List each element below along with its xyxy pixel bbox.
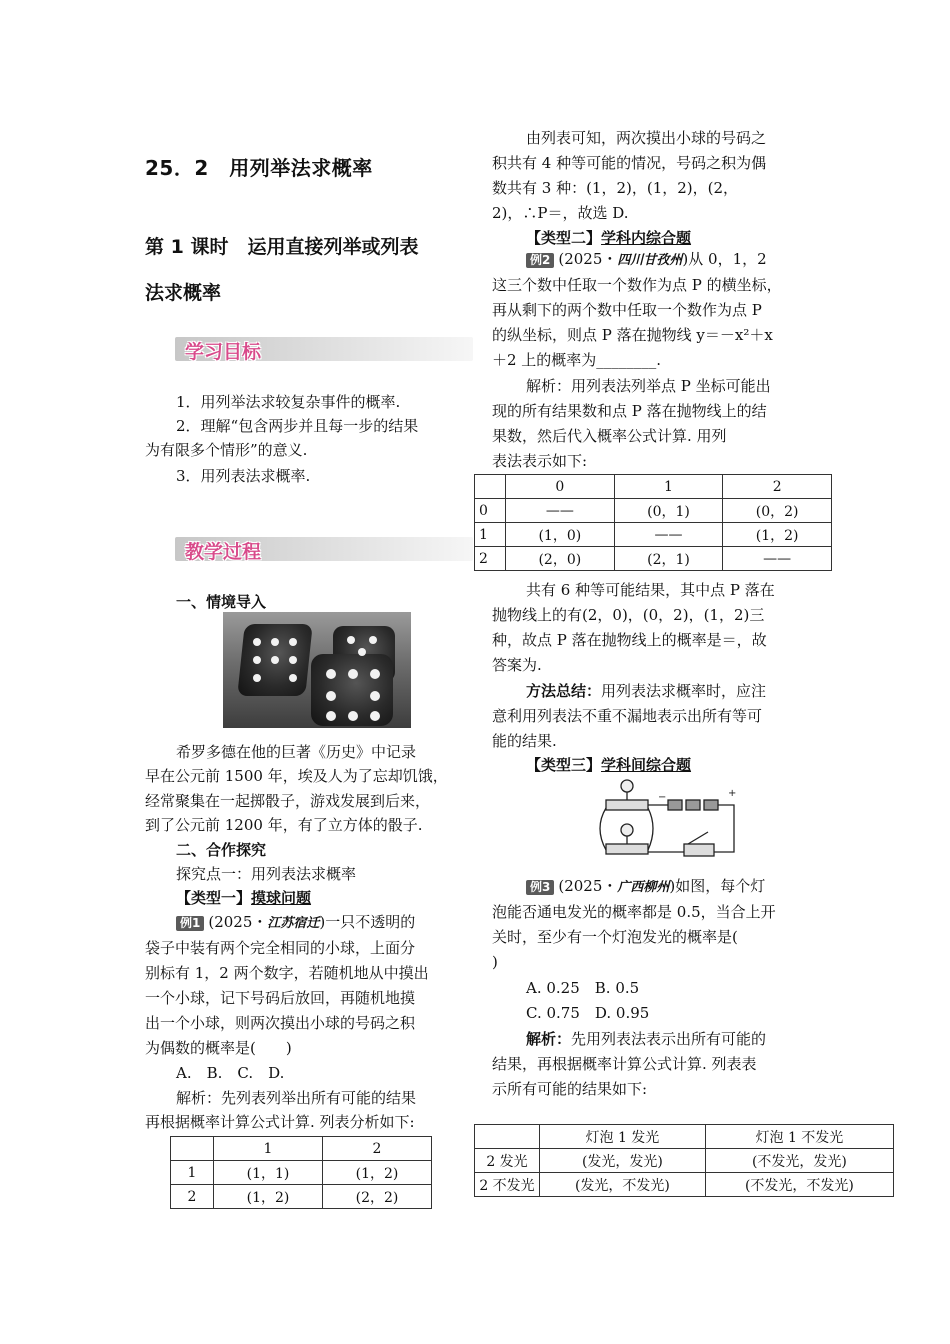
table-cell: (1，2) bbox=[323, 1161, 432, 1185]
table-cell: (发光，不发光) bbox=[540, 1173, 706, 1197]
svg-text:−: − bbox=[658, 792, 667, 803]
table-cell: (不发光，发光) bbox=[705, 1149, 893, 1173]
table-cell: 2 发光 bbox=[475, 1149, 540, 1173]
type3-title: 学科间综合题 bbox=[601, 756, 692, 774]
learning-goals-banner bbox=[175, 337, 473, 361]
example3-badge: 例3 bbox=[526, 880, 554, 895]
example2-source: 四川甘孜州 bbox=[617, 253, 683, 268]
table-cell: (0，2) bbox=[723, 499, 832, 523]
coop-heading: 二、合作探究 bbox=[176, 841, 267, 859]
type3-label: 【类型三】 bbox=[526, 756, 602, 774]
table-cell: —— bbox=[614, 523, 723, 547]
learning-goals-banner-label: 学习目标 bbox=[185, 341, 262, 363]
example2-analysis: 果数，然后代入概率公式计算. 用列 bbox=[492, 427, 727, 445]
table-row bbox=[475, 523, 832, 547]
table-cell: 2 bbox=[475, 547, 506, 571]
example2-line: 再从剩下的两个数中任取一个数作为点 P bbox=[492, 301, 762, 319]
type2-title: 学科内综合题 bbox=[601, 229, 692, 247]
example2-first-line bbox=[526, 249, 767, 271]
table-cell: (1，2) bbox=[723, 523, 832, 547]
intro-text-line: 到了公元前 1200 年，有了立方体的骰子. bbox=[145, 816, 423, 834]
type2-heading bbox=[526, 228, 691, 248]
example2-line: ＋2 上的概率为________. bbox=[492, 351, 662, 369]
table-cell: 1 bbox=[171, 1161, 214, 1185]
example2-conclusion: 抛物线上的有(2，0)，(0，2)，(1，2)三 bbox=[492, 606, 765, 624]
example2-line: )从 0，1，2 bbox=[682, 250, 767, 268]
example1-line: 为偶数的概率是( ) bbox=[145, 1039, 292, 1057]
example3-analysis: 先用列表法表示出所有可能的 bbox=[571, 1030, 767, 1048]
type3-heading bbox=[526, 755, 691, 775]
intro-text-line: 经常聚集在一起掷骰子，游戏发展到后来， bbox=[145, 792, 431, 810]
type1-heading bbox=[176, 888, 311, 908]
example3-source-prefix: (2025・ bbox=[558, 877, 618, 895]
table-row bbox=[171, 1161, 432, 1185]
example1-first-line bbox=[176, 912, 415, 934]
example1-badge: 例1 bbox=[176, 916, 204, 931]
method-summary-line: 意利用列表法不重不漏地表示出所有等可 bbox=[492, 707, 763, 725]
table-row bbox=[475, 1173, 894, 1197]
example3-analysis-label: 解析： bbox=[526, 1030, 572, 1048]
example1-conclusion: 数共有 3 种：(1，2)，(1，2)，(2， bbox=[492, 179, 739, 197]
table-cell: (2，0) bbox=[506, 547, 615, 571]
teaching-process-banner-label: 教学过程 bbox=[185, 541, 262, 563]
example3-first-line bbox=[526, 876, 765, 898]
example2-line: 的纵坐标，则点 P 落在抛物线 y＝－x²＋x bbox=[492, 326, 773, 344]
table-cell: 灯泡 1 不发光 bbox=[705, 1125, 893, 1149]
table-cell: (2，1) bbox=[614, 547, 723, 571]
example1-conclusion: 由列表可知，两次摸出小球的号码之 bbox=[526, 129, 767, 147]
example3-analysis: 示所有可能的结果如下: bbox=[492, 1080, 648, 1098]
example1-line: 一个小球，记下号码后放回，再随机地摸 bbox=[145, 989, 416, 1007]
table-row bbox=[475, 1149, 894, 1173]
example1-conclusion: 2)，∴P＝，故选 D. bbox=[492, 204, 629, 222]
example2-conclusion: 种，故点 P 落在抛物线上的概率是＝，故 bbox=[492, 631, 767, 649]
table-cell: (不发光，不发光) bbox=[705, 1173, 893, 1197]
example1-line: 袋子中装有两个完全相同的小球，上面分 bbox=[145, 939, 416, 957]
table-cell bbox=[171, 1137, 214, 1161]
example3-line: )如图，每个灯 bbox=[669, 877, 766, 895]
table-cell: 0 bbox=[506, 475, 615, 499]
example3-source: 广西柳州 bbox=[617, 880, 670, 895]
example1-source-prefix: (2025・ bbox=[208, 913, 268, 931]
example1-options: A. B. C. D. bbox=[176, 1064, 285, 1082]
section-title: 25．2 用列举法求概率 bbox=[145, 156, 373, 180]
table2 bbox=[474, 474, 832, 571]
table-cell: 2 bbox=[723, 475, 832, 499]
intro-text-line: 早在公元前 1500 年，埃及人为了忘却饥饿， bbox=[145, 767, 448, 785]
example2-line: 这三个数中任取一个数作为点 P 的横坐标， bbox=[492, 276, 782, 294]
example3-analysis: 结果，再根据概率计算公式计算. 列表表 bbox=[492, 1055, 757, 1073]
example1-analysis: 再根据概率计算公式计算. 列表分析如下: bbox=[145, 1113, 415, 1131]
goal-item: 3．用列表法求概率. bbox=[176, 467, 311, 485]
example2-analysis: 表法表示如下: bbox=[492, 452, 588, 470]
method-summary-line: 能的结果. bbox=[492, 732, 557, 750]
intro-text-line: 希罗多德在他的巨著《历史》中记录 bbox=[176, 743, 417, 761]
table-cell: 1 bbox=[614, 475, 723, 499]
svg-text:+: + bbox=[728, 788, 737, 799]
method-summary-line: 用列表法求概率时，应注 bbox=[601, 682, 767, 700]
table-row bbox=[475, 547, 832, 571]
example3-options: C. 0.75 D. 0.95 bbox=[526, 1004, 650, 1022]
example1-source: 江苏宿迁 bbox=[267, 916, 320, 931]
table1 bbox=[170, 1136, 432, 1209]
table-cell: 2 bbox=[171, 1185, 214, 1209]
type1-label: 【类型一】 bbox=[176, 889, 252, 907]
lesson-title-line2: 法求概率 bbox=[145, 282, 222, 304]
example3-line: 泡能否通电发光的概率都是 0.5，当合上开 bbox=[492, 903, 776, 921]
example1-analysis: 解析：先列表列举出所有可能的结果 bbox=[176, 1089, 417, 1107]
example1-conclusion: 积共有 4 种等可能的情况，号码之积为偶 bbox=[492, 154, 767, 172]
table-cell: 2 不发光 bbox=[475, 1173, 540, 1197]
example2-badge: 例2 bbox=[526, 253, 554, 268]
type1-title: 摸球问题 bbox=[251, 889, 312, 907]
example1-line: 别标有 1，2 两个数字，若随机地从中摸出 bbox=[145, 964, 429, 982]
method-summary-label: 方法总结： bbox=[526, 682, 602, 700]
table-row bbox=[171, 1137, 432, 1161]
table-cell: 2 bbox=[323, 1137, 432, 1161]
example3-line: 关时，至少有一个灯泡发光的概率是( bbox=[492, 928, 738, 946]
method-summary-first-line bbox=[526, 681, 766, 701]
table-cell: 0 bbox=[475, 499, 506, 523]
intro-heading: 一、情境导入 bbox=[176, 593, 267, 611]
table-cell: (1，2) bbox=[214, 1185, 323, 1209]
example3-line: ) bbox=[492, 953, 498, 971]
type2-label: 【类型二】 bbox=[526, 229, 602, 247]
table3 bbox=[474, 1124, 894, 1197]
example2-conclusion: 共有 6 种等可能结果，其中点 P 落在 bbox=[526, 581, 775, 599]
circuit-diagram bbox=[596, 778, 746, 862]
table-cell: 1 bbox=[214, 1137, 323, 1161]
table-cell: 1 bbox=[475, 523, 506, 547]
example2-analysis: 现的所有结果数和点 P 落在抛物线上的结 bbox=[492, 402, 767, 420]
table-cell: (发光，发光) bbox=[540, 1149, 706, 1173]
table-cell bbox=[475, 475, 506, 499]
example2-conclusion: 答案为. bbox=[492, 656, 542, 674]
example2-analysis: 解析：用列表法列举点 P 坐标可能出 bbox=[526, 377, 771, 395]
table-cell: (0，1) bbox=[614, 499, 723, 523]
goal-item: 为有限多个情形”的意义. bbox=[145, 441, 308, 459]
example1-line: )一只不透明的 bbox=[319, 913, 416, 931]
table-cell bbox=[475, 1125, 540, 1149]
table-cell: 灯泡 1 发光 bbox=[540, 1125, 706, 1149]
goal-item: 2．理解“包含两步并且每一步的结果 bbox=[176, 417, 419, 435]
explore-point: 探究点一：用列表法求概率 bbox=[176, 865, 357, 883]
teaching-process-banner bbox=[175, 537, 473, 561]
example3-options: A. 0.25 B. 0.5 bbox=[526, 979, 640, 997]
table-cell: (1，0) bbox=[506, 523, 615, 547]
table-row bbox=[171, 1185, 432, 1209]
goal-item: 1．用列举法求较复杂事件的概率. bbox=[176, 393, 401, 411]
table-row bbox=[475, 1125, 894, 1149]
example3-analysis-first-line bbox=[526, 1029, 766, 1049]
table-row bbox=[475, 475, 832, 499]
dice-photo bbox=[223, 612, 411, 728]
table-cell: —— bbox=[723, 547, 832, 571]
lesson-title-line1: 第 1 课时 运用直接列举或列表 bbox=[145, 236, 419, 258]
example1-line: 出一个小球，则两次摸出小球的号码之积 bbox=[145, 1014, 416, 1032]
table-row bbox=[475, 499, 832, 523]
table-cell: —— bbox=[506, 499, 615, 523]
example2-source-prefix: (2025・ bbox=[558, 250, 618, 268]
table-cell: (2，2) bbox=[323, 1185, 432, 1209]
table-cell: (1，1) bbox=[214, 1161, 323, 1185]
